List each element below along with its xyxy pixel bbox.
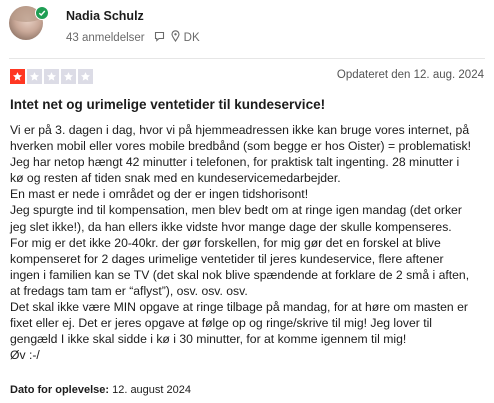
review-body-line: Det skal ikke være MIN opgave at ringe tilbage på mandag, for at høre om masten er — [10, 300, 468, 315]
review-body-line: at fredags tam tam er “aflyst”), osv. osv. osv. — [10, 283, 248, 298]
experience-date — [10, 384, 191, 396]
experience-value: 12. august 2024 — [112, 384, 191, 396]
star-icon — [61, 69, 76, 84]
review-body-line: fixet eller ej. Det er jeres opgave at følge op og ringe/skrive til mig! Jeg lover til — [10, 316, 433, 331]
review-body-line: kø og resten af tiden snak med en kundeservicemedarbejder. — [10, 171, 341, 186]
star-icon — [10, 69, 25, 84]
review-body-line: hverken mobil eller vores mobile bredbånd (som begge er hos Oister) = problematisk! — [10, 139, 471, 154]
review-body-line: For mig er det ikke 20-40kr. der gør forskellen, for mig gør det en forskel at blive — [10, 235, 441, 250]
review-title[interactable]: Intet net og urimelige ventetider til kundeservice! — [10, 97, 326, 112]
location-pin-icon — [171, 30, 180, 45]
experience-label: Dato for oplevelse: — [10, 384, 110, 396]
star-icon — [78, 69, 93, 84]
review-count-icon — [154, 31, 165, 45]
header-divider — [9, 58, 485, 59]
review-body-line: kompenseret for 2 dages urimelige ventetider til jeres kundeservice, flere aftener — [10, 251, 444, 266]
review-body-line: ingen i familien kan se TV (det skal nok blive spændende at forklare de 2 små i aften, — [10, 267, 470, 282]
review-body-line: jeg slet ikke!), da han ellers ikke vidste hvor mange dage der skulle kompenseres. — [10, 219, 452, 234]
review-body-line: Øv :-/ — [10, 348, 40, 363]
review-body — [10, 122, 490, 363]
verified-check-icon — [35, 6, 49, 20]
review-body-line: gengæld I ikke skal sidde i kø i 30 minutter, for at komme igennem til mig! — [10, 332, 407, 347]
reviewer-name[interactable]: Nadia Schulz — [66, 9, 144, 23]
star-icon — [44, 69, 59, 84]
review-body-line: Jeg spurgte ind til kompensation, men blev bedt om at ringe igen mandag (det orker — [10, 203, 462, 218]
star-rating — [10, 69, 93, 84]
review-body-line: Vi er på 3. dagen i dag, hvor vi på hjemmeadressen ikke kan bruge vores internet, på — [10, 123, 470, 137]
star-icon — [27, 69, 42, 84]
review-date: Opdateret den 12. aug. 2024 — [336, 69, 484, 81]
reviewer-header — [9, 6, 485, 48]
review-count: 43 anmeldelser — [66, 31, 145, 44]
review-body-line: En mast er nede i området og der er ingen tidshorisont! — [10, 187, 309, 202]
review-body-line: Jeg har netop hængt 42 minutter i telefonen, for praktisk talt ingenting. 28 minutter i — [10, 155, 460, 170]
reviewer-meta — [66, 30, 200, 45]
reviewer-country: DK — [183, 31, 200, 44]
